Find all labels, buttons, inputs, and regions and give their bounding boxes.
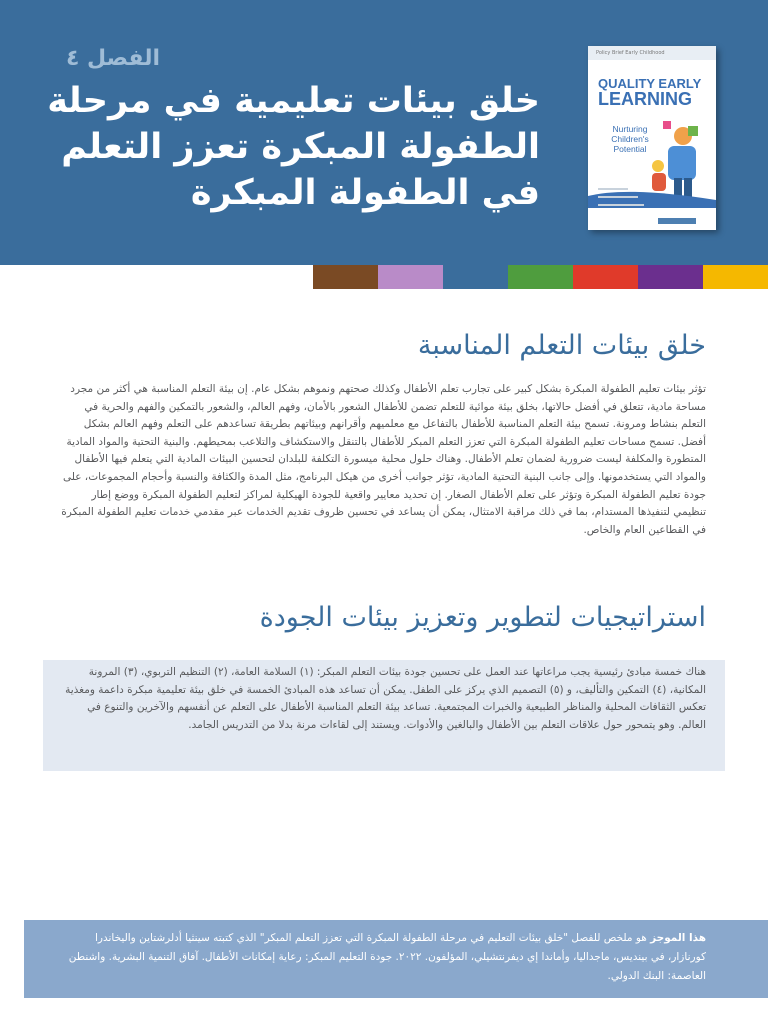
color-bar-segment bbox=[508, 265, 573, 289]
book-editor-line bbox=[598, 204, 644, 206]
book-cover-image bbox=[588, 46, 716, 230]
section2-heading: استراتيجيات لتطوير وتعزيز بيئات الجودة bbox=[259, 602, 706, 633]
book-title-line2: LEARNING bbox=[598, 89, 692, 109]
footer-citation bbox=[24, 920, 768, 998]
book-series-text: Policy Brief Early Childhood bbox=[596, 50, 665, 56]
book-subtitle: Nurturing Children's Potential bbox=[611, 124, 649, 154]
color-bar-segment bbox=[703, 265, 768, 289]
principles-box bbox=[43, 660, 725, 771]
book-title-line1: QUALITY EARLY bbox=[598, 76, 702, 91]
page-title: خلق بيئات تعليمية في مرحلة الطفولة المبكرة تعزز التعلم في الطفولة المبكرة bbox=[47, 81, 540, 213]
color-bar-segment bbox=[638, 265, 703, 289]
book-editor-line bbox=[598, 188, 628, 190]
section1-body: تؤثر بيئات تعليم الطفولة المبكرة بشكل كبير على تجارب تعلم الأطفال وكذلك صحتهم ونموهم بشكل عام. إن بيئة التعلم المناسبة هي أكثر من مجرد مساحة مادية، تتعلق في أفضل حالاتها، بخلق بيئة موائية للتعلم تضمن للأطفال الشعور بالأمان، وفهم العالم، والشعور بالتمكين والفهم والحرية في التعلم بنشاط ومرونة. تسمح بيئة التعلم المناسبة للأطفال بالتفاعل مع معلميهم وأقرانهم وبيئاتهم بطريقة تساعدهم على التعلم وفهم العالم بشكل أفضل. تسمح مساحات تعليم الطفولة المبكرة التي تعزز التعلم المبكر للأطفال بالتنقل والاستكشاف والتلاعب بمحيطهم. والبنية التحتية والمواد المادية المتطورة والمكلفة ليست ضرورية لضمان تعلم الأطفال. وهناك حلول محلية ميسورة التكلفة للبلدان لتحسين البيئات المادية التي يتعلم فيها الأطفال والمواد التي يستخدمونها. وإلى جانب البنية التحتية المادية، تؤثر جوانب أخرى من هيكل البرنامج، مثل المدة والكثافة والنسبة وأحجام المجموعات، على جودة تعليم الطفولة المبكرة وتؤثر على تعلم الأطفال الصغار. إن تحديد معايير واقعية للجودة الهيكلية لمراكز لتعليم الطفولة المبكرة ووضع إطار تنظيمي لتنفيذها المستدام، بما في ذلك مراقبة الامتثال، يمكن أن يساعد في تحسين ظروف تقديم الخدمات عبر مقدمي خدمات تعليم الطفولة المبكرة في القطاعين العام والخاص. bbox=[61, 383, 706, 536]
color-bar-segment bbox=[378, 265, 443, 289]
footer-lead: هذا الموجز bbox=[650, 932, 706, 944]
color-bar-segment bbox=[313, 265, 378, 289]
header-banner bbox=[0, 0, 768, 265]
book-editor-line bbox=[598, 196, 638, 198]
book-publisher-logo bbox=[658, 218, 696, 224]
section2-body: هناك خمسة مبادئ رئيسية يجب مراعاتها عند العمل على تحسين جودة بيئات التعلم المبكر: (١) السلامة العامة، (٢) التنظيم التربوي، (٣) المرونة المكانية، (٤) التمكين والتأليف، و (٥) التصميم الذي يركز على الطفل. يمكن أن تساعد هذه المبادئ الخمسة في خلق بيئة تعليمية مبكرة داعمة ومغذية تعكس الثقافات المحلية والمناظر الطبيعية والخبرات المجتمعية. تساعد بيئة التعلم المناسبة الأطفال على التعلم عن أنفسهم والآخرين والتنوع في العالم. وهو يتمحور حول علاقات التعلم بين الأطفال والبالغين والأدوات. ويستند إلى لقاءات مرنة بدلا من التدريس الجامد. bbox=[65, 666, 706, 731]
footer-body: هو ملخص للفصل "خلق بيئات التعليم في مرحلة الطفولة المبكرة التي تعزز التعلم المبكر" الذي كتبته سينثيا أدلرشتاين واليخاندرا كورنازار، في بينديس، ماجداليا، وأماندا إي ديفرنتشيلي، المؤلفون. ٢٠٢٢. جودة التعليم المبكر: رعاية إمكانات الأطفال. آفاق التنمية البشرية. واشنطن العاصمة: البنك الدولي. bbox=[68, 932, 706, 982]
chapter-label: الفصل ٤ bbox=[65, 46, 160, 71]
footer-text bbox=[66, 929, 706, 986]
color-bar-segment bbox=[443, 265, 508, 289]
section1-heading: خلق بيئات التعلم المناسبة bbox=[417, 330, 706, 361]
color-bar-segment bbox=[573, 265, 638, 289]
